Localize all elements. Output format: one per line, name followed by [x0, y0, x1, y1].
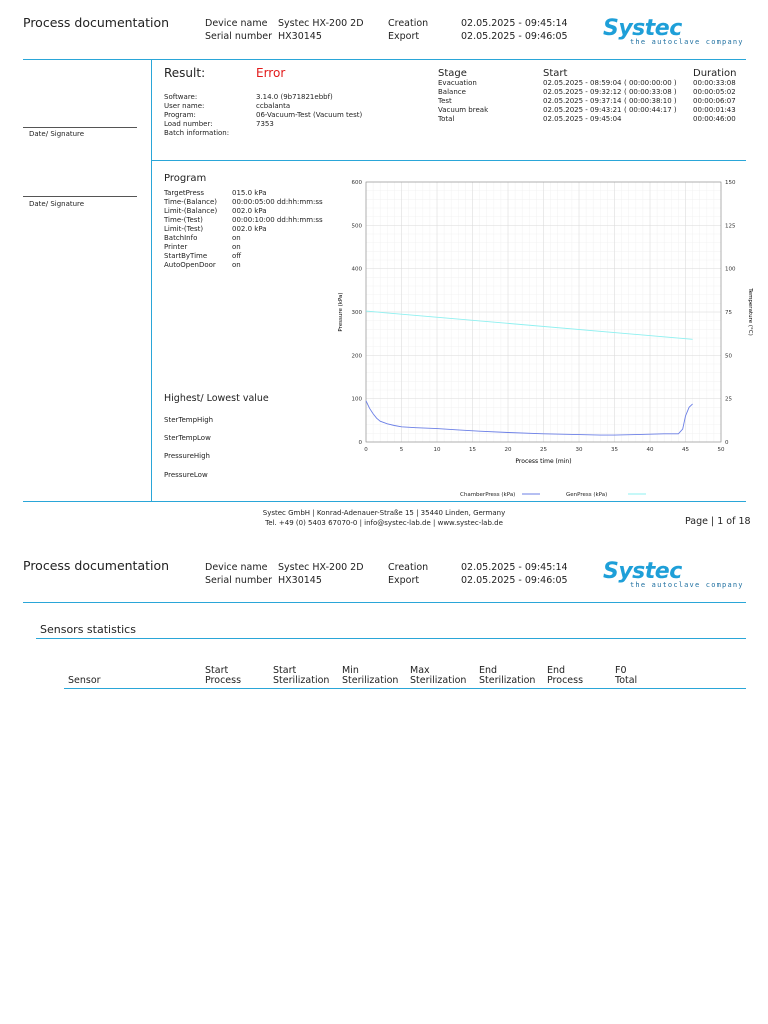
stage-header: Stage	[438, 68, 467, 79]
signature-label-2: Date/ Signature	[29, 200, 85, 208]
stage-name: Test	[438, 97, 452, 105]
param-value: 015.0 kPa	[232, 189, 267, 197]
stage-offset: ( 00:00:44:17 )	[624, 106, 677, 114]
serial-number: HX30145	[278, 575, 322, 586]
creation-date: 02.05.2025 - 09:45:14	[461, 18, 568, 29]
y-tick-label: 0	[358, 440, 362, 446]
stage-duration: 00:00:06:07	[693, 97, 736, 105]
y-tick-label: 600	[351, 180, 362, 186]
serial-number-label: Serial number	[205, 575, 272, 586]
param-value: on	[232, 261, 241, 269]
param-key: BatchInfo	[164, 234, 198, 242]
serial-number: HX30145	[278, 31, 322, 42]
info-key: Batch information:	[164, 129, 230, 137]
col-line-2: Sterilization	[479, 675, 536, 686]
info-key: Load number:	[164, 120, 213, 128]
col-line-1: End	[547, 665, 566, 676]
duration-header: Duration	[693, 68, 737, 79]
highlow-title: Highest/ Lowest value	[164, 393, 269, 404]
y-tick-label: 500	[351, 223, 362, 230]
stage-duration: 00:00:05:02	[693, 88, 736, 96]
result-label: Result:	[164, 66, 206, 80]
user-name: ccbalanta	[256, 102, 291, 110]
col-start-process	[205, 666, 241, 686]
col-sensor: Sensor	[68, 675, 101, 686]
stage-durations	[693, 79, 736, 124]
x-tick-label: 15	[469, 447, 476, 453]
signature-line-2	[23, 196, 137, 197]
creation-date: 02.05.2025 - 09:45:14	[461, 562, 568, 573]
footer-line-2: Tel. +49 (0) 5403 67070-0 | info@systec-lab.de | www.systec-lab.de	[265, 519, 503, 527]
stage-name: Evacuation	[438, 79, 477, 87]
stage-start: 02.05.2025 - 09:37:14	[543, 97, 622, 105]
param-value: off	[232, 252, 242, 260]
footer-line-1: Systec GmbH | Konrad-Adenauer-Straße 15 | 35440 Linden, Germany	[262, 509, 506, 517]
stage-duration: 00:00:46:00	[693, 115, 736, 123]
x-tick-label: 30	[575, 447, 583, 453]
param-value: on	[232, 243, 241, 251]
col-line-1: Min	[342, 665, 359, 676]
y-tick-label: 100	[351, 396, 362, 403]
col-line-2: Sterilization	[410, 675, 467, 686]
x-tick-label: 50	[717, 447, 725, 453]
export-label: Export	[388, 31, 420, 42]
program-param-values	[232, 189, 323, 270]
date-values	[461, 17, 568, 43]
sensors-header-underline	[64, 688, 746, 689]
chart-legend	[460, 492, 646, 498]
export-date: 02.05.2025 - 09:46:05	[461, 575, 568, 586]
creation-label: Creation	[388, 562, 429, 573]
col-line-2: Process	[547, 675, 584, 686]
col-line-2: Sterilization	[273, 675, 330, 686]
y-axis-label: Pressure (kPa)	[338, 292, 344, 332]
stage-names	[438, 79, 488, 124]
stage-offsets	[624, 79, 677, 124]
legend-label: ChamberPress (kPa)	[460, 492, 516, 498]
result-status: Error	[256, 66, 286, 80]
col-line-1: End	[479, 665, 498, 676]
stage-duration: 00:00:01:43	[693, 106, 736, 114]
export-label: Export	[388, 575, 420, 586]
legend-label: GenPress (kPa)	[566, 492, 608, 498]
col-max-sterilization	[410, 666, 466, 686]
info-key: Software:	[164, 93, 198, 101]
y2-tick-labels	[725, 180, 736, 446]
col-line-2: Total	[615, 675, 638, 686]
stage-start: 02.05.2025 - 09:32:12	[543, 88, 622, 96]
serial-number-label: Serial number	[205, 31, 272, 42]
date-values	[461, 561, 568, 587]
page-number: Page | 1 of 18	[685, 516, 751, 527]
stage-start: 02.05.2025 - 08:59:04	[543, 79, 622, 87]
col-start-sterilization	[273, 666, 329, 686]
param-key: StartByTime	[164, 252, 208, 260]
col-line-1: F0	[615, 665, 627, 676]
col-min-sterilization	[342, 666, 398, 686]
x-tick-label: 10	[433, 447, 441, 453]
load-number: 7353	[256, 120, 274, 128]
logo-tagline: the autoclave company	[630, 581, 744, 589]
device-name-label: Device name	[205, 562, 268, 573]
device-name: Systec HX-200 2D	[278, 562, 364, 573]
header-divider	[23, 602, 746, 603]
page-title: Process documentation	[23, 558, 170, 573]
param-value: 002.0 kPa	[232, 207, 267, 215]
param-key: AutoOpenDoor	[164, 261, 216, 269]
result-info-values	[256, 93, 362, 138]
x-tick-label: 25	[540, 447, 547, 453]
column-divider	[151, 59, 152, 501]
device-labels	[205, 561, 272, 587]
process-chart	[330, 170, 755, 502]
result-divider	[151, 160, 746, 161]
stage-offset	[624, 115, 677, 124]
date-labels	[388, 561, 428, 587]
param-key: Limit-(Balance)	[164, 207, 218, 215]
program-param-keys	[164, 189, 217, 270]
x-tick-label: 45	[682, 447, 689, 453]
device-values	[278, 561, 364, 587]
sensors-title: Sensors statistics	[40, 623, 136, 636]
param-value: 00:00:05:00 dd:hh:mm:ss	[232, 198, 323, 206]
col-line-1: Max	[410, 665, 430, 676]
param-key: Printer	[164, 243, 188, 251]
stage-offset: ( 00:00:38:10 )	[624, 97, 677, 105]
col-line-2: Sterilization	[342, 675, 399, 686]
stage-name: Total	[438, 115, 455, 123]
stage-name: Balance	[438, 88, 466, 96]
logo-wordmark: Systec	[603, 559, 682, 584]
col-end-sterilization	[479, 666, 535, 686]
y2-tick-label: 125	[725, 223, 736, 230]
y-tick-label: 300	[351, 310, 362, 316]
signature-label-1: Date/ Signature	[29, 130, 85, 138]
x-tick-label: 5	[399, 447, 404, 453]
y2-tick-label: 150	[725, 180, 736, 186]
device-name-label: Device name	[205, 18, 268, 29]
col-end-process	[547, 666, 583, 686]
header-divider	[23, 59, 746, 60]
date-labels	[388, 17, 428, 43]
highlow-item: SterTempHigh	[164, 416, 214, 424]
device-values	[278, 17, 364, 43]
info-key: User name:	[164, 102, 205, 110]
info-key: Program:	[164, 111, 196, 119]
result-info-keys	[164, 93, 229, 138]
stage-offset: ( 00:00:00:00 )	[624, 79, 677, 87]
x-tick-labels	[364, 447, 725, 453]
y-tick-label: 400	[351, 266, 362, 273]
col-line-2: Process	[205, 675, 242, 686]
param-key: TargetPress	[164, 189, 205, 197]
param-key: Limit-(Test)	[164, 225, 204, 233]
x-tick-label: 35	[611, 447, 618, 453]
device-labels	[205, 17, 272, 43]
signature-line-1	[23, 127, 137, 128]
highlow-item: SterTempLow	[164, 434, 211, 442]
stage-name: Vacuum break	[438, 106, 489, 114]
program-name: 06-Vacuum-Test (Vacuum test)	[256, 111, 363, 119]
logo-tagline: the autoclave company	[630, 38, 744, 46]
col-line-1: Start	[205, 665, 229, 676]
page-title: Process documentation	[23, 15, 170, 30]
y-tick-labels	[352, 180, 363, 446]
y2-tick-label: 0	[725, 440, 729, 446]
stage-start: 02.05.2025 - 09:45:04	[543, 115, 622, 123]
sensors-title-underline	[36, 638, 746, 639]
footer-address	[0, 508, 768, 528]
param-key: Time-(Test)	[164, 216, 203, 224]
y2-axis-label: Temperature (°C)	[747, 288, 753, 336]
param-value: on	[232, 234, 241, 242]
stage-duration: 00:00:33:08	[693, 79, 736, 87]
systec-logo	[603, 18, 744, 46]
device-name: Systec HX-200 2D	[278, 18, 364, 29]
program-title: Program	[164, 173, 207, 184]
col-f0-total	[615, 666, 637, 686]
stage-offset: ( 00:00:33:08 )	[624, 88, 677, 96]
y2-tick-label: 25	[725, 396, 732, 403]
software-version: 3.14.0 (9b71821ebbf)	[256, 93, 333, 101]
param-key: Time-(Balance)	[164, 198, 218, 206]
y2-tick-label: 50	[725, 353, 732, 360]
start-header: Start	[543, 68, 568, 79]
export-date: 02.05.2025 - 09:46:05	[461, 31, 568, 42]
chart-grid	[366, 182, 721, 442]
col-line-1: Start	[273, 665, 297, 676]
y-tick-label: 200	[351, 353, 362, 360]
y2-tick-label: 100	[725, 266, 736, 273]
creation-label: Creation	[388, 18, 429, 29]
stage-starts	[543, 79, 622, 124]
stage-start: 02.05.2025 - 09:43:21	[543, 106, 622, 114]
x-axis-label: Process time (min)	[515, 458, 572, 465]
x-tick-label: 20	[504, 447, 512, 453]
x-tick-label: 40	[646, 447, 654, 453]
highlow-item: PressureHigh	[164, 452, 210, 460]
systec-logo	[603, 561, 744, 589]
logo-wordmark: Systec	[603, 16, 682, 41]
highlow-item: PressureLow	[164, 471, 208, 479]
param-value: 00:00:10:00 dd:hh:mm:ss	[232, 216, 323, 224]
batch-info	[256, 129, 362, 138]
y2-tick-label: 75	[725, 310, 732, 316]
x-tick-label: 0	[364, 447, 368, 453]
param-value: 002.0 kPa	[232, 225, 267, 233]
